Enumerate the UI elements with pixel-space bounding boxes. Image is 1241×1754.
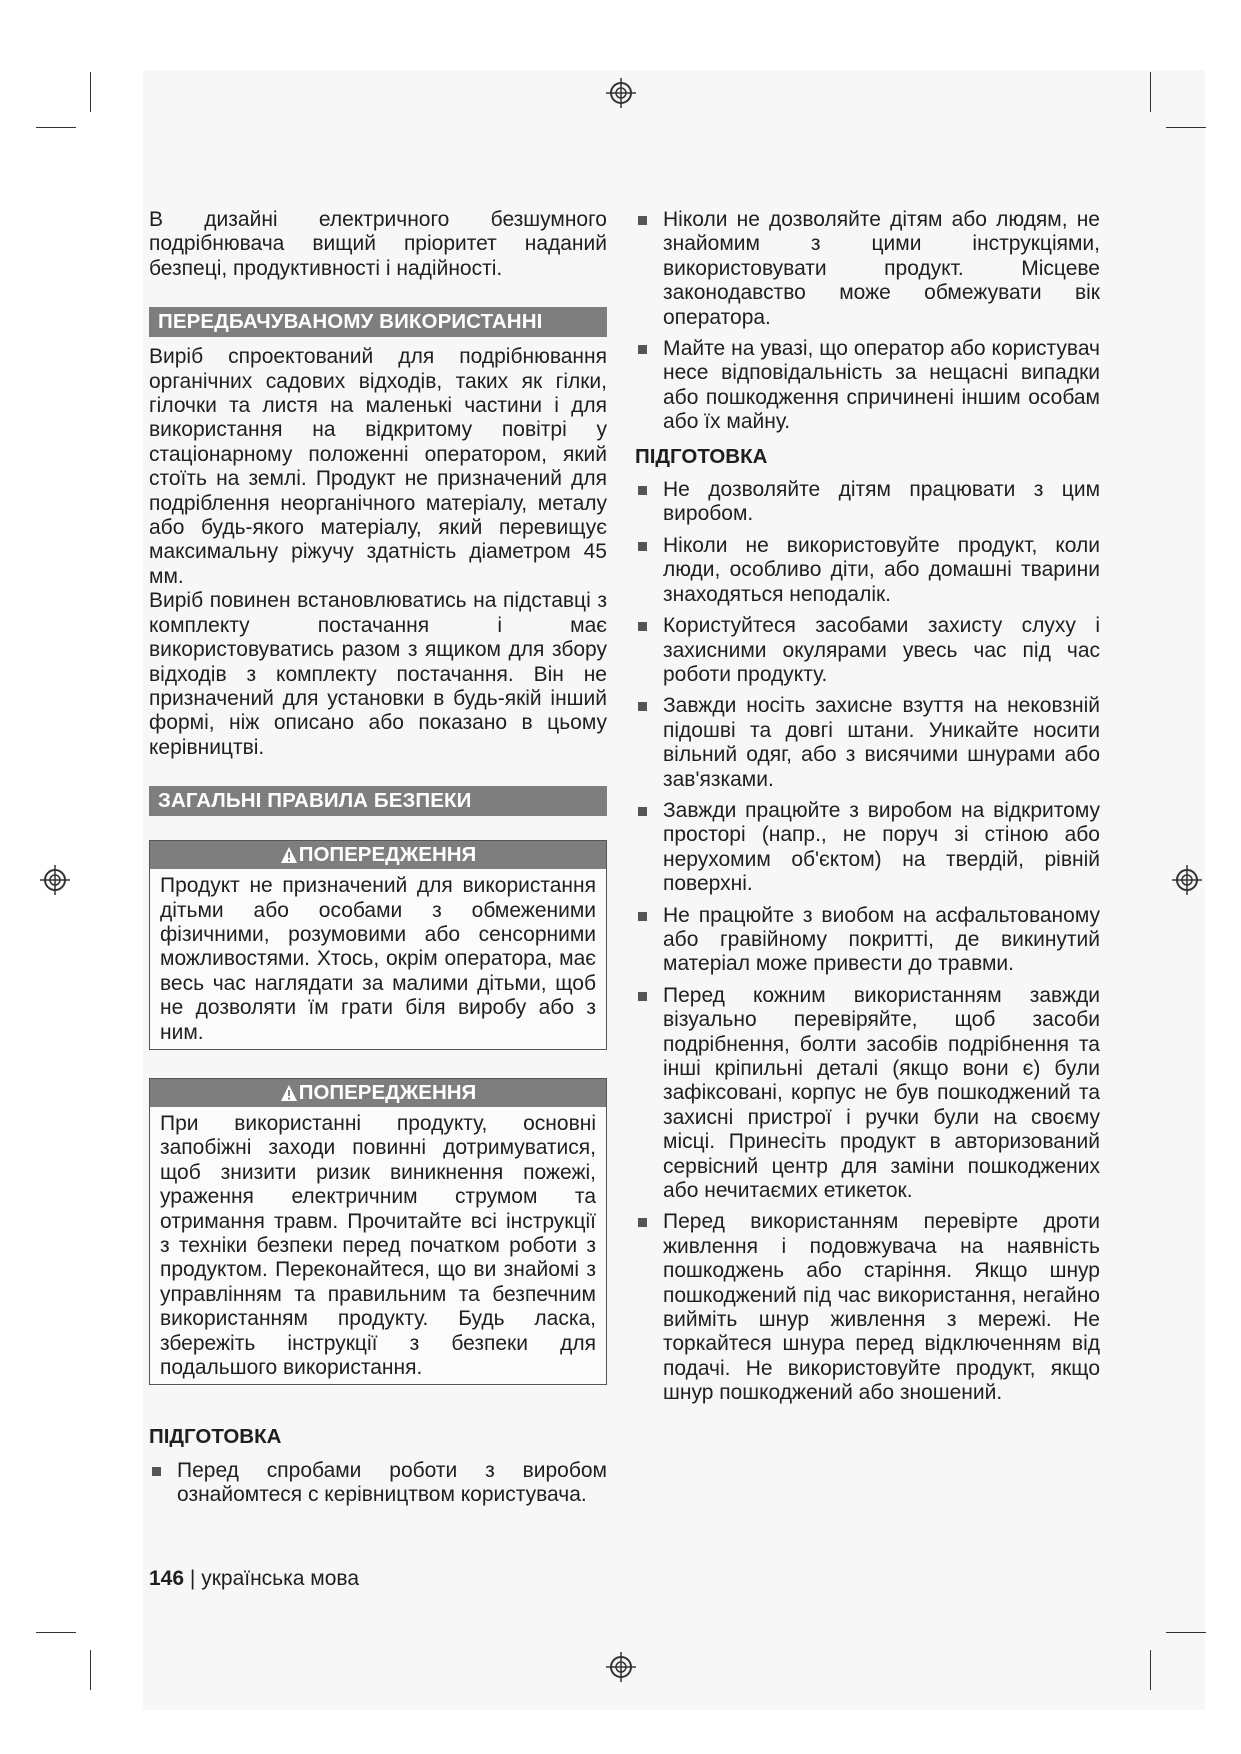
registration-mark-icon <box>1172 865 1202 895</box>
section-heading-general-safety: ЗАГАЛЬНІ ПРАВИЛА БЕЗПЕКИ <box>149 786 607 816</box>
crop-mark-top-right-v <box>1150 72 1151 112</box>
list-item-text: Ніколи не дозволяйте дітям або людям, не знайомим з цими інструкціями, використовувати продукт. Місцеве законодавство може обмежувати вік оператора. <box>663 208 1100 329</box>
warning-box-1 <box>149 840 607 1050</box>
list-item <box>635 534 1100 607</box>
square-bullet-icon <box>638 807 647 816</box>
list-item <box>635 904 1100 977</box>
footer-language: українська мова <box>201 1567 360 1590</box>
right-column <box>635 208 1100 1413</box>
list-item-text: Перед спробами роботи з виробом ознайомтеся с керівництвом користувача. <box>177 1458 607 1507</box>
warning-text: Продукт не призначений для використання дітьми або особами з обмеженими фізичними, розумовими або сенсорними можливостями. Хтось, окрім оператора, має весь час наглядати за малими дітьми, щоб не дозволяти їм грати біля виробу або з ним. <box>160 874 596 1044</box>
list-item-text: Перед використанням перевірте дроти живлення і подовжувача на наявність пошкоджень або старіння. Якщо шнур пошкоджений під час використання, негайно вийміть шнур живлення з мережі. Не торкайтеся шнура перед відключенням від подачі. Не використовуйте продукт, якщо шнур пошкоджений або зношений. <box>663 1210 1100 1405</box>
intended-use-paragraph-1: Виріб спроектований для подрібнювання органічних садових відходів, таких як гілки, гілочки та листя на маленькі частини і для використання на відкритому повітрі у стаціонарному положенні оператором, який стоїть на землі. Продукт не призначений для подріблення неорганічного матеріалу, металу або будь-якого матеріалу, який перевищує максимальну ріжучу здатність діаметром 45 мм. <box>149 345 607 588</box>
list-item-text: Завжди носіть захисне взуття на нековзній підошві та довгі штани. Уникайте носити вільний одяг, або з висячими шнурами або зав'язками. <box>663 694 1100 791</box>
list-item <box>635 694 1100 792</box>
registration-mark-icon <box>40 865 70 895</box>
crop-mark-top-right-h <box>1166 127 1206 128</box>
crop-mark-bottom-left-v <box>90 1650 91 1690</box>
warning-triangle-icon <box>280 1084 298 1102</box>
intro-paragraph: В дизайні електричного безшумного подрібнювача вищий пріоритет наданий безпеці, продуктивності і надійності. <box>149 208 607 280</box>
left-column <box>149 208 607 1515</box>
warning-header <box>150 1079 606 1107</box>
warning-triangle-icon <box>280 846 298 864</box>
square-bullet-icon <box>638 542 647 551</box>
subheading-preparation-right: ПІДГОТОВКА <box>635 444 768 468</box>
crop-mark-top-left-v <box>90 72 91 112</box>
square-bullet-icon <box>638 992 647 1001</box>
list-item-text: Перед кожним використанням завжди візуально перевіряйте, щоб засоби подрібнення, болти засобів подрібнення та інші кріпильні деталі (якщо вони є) були зафіксовані, корпус не був пошкоджений та захисні пристрої і ручки були на своєму місці. Принесіть продукт в авторизований сервісний центр для заміни пошкоджених або нечитаємих етикеток. <box>663 983 1100 1203</box>
intended-use-paragraph-2: Виріб повинен встановлюватись на підставці з комплекту постачання і має використовуватись разом з ящиком для збору відходів з комплекту постачання. Він не призначений для установки в будь-якій інший формі, ніж описано або показано в цьому керівництві. <box>149 589 607 759</box>
list-item <box>635 984 1100 1204</box>
warning-title: ПОПЕРЕДЖЕННЯ <box>298 1080 477 1104</box>
warning-header <box>150 841 606 869</box>
square-bullet-icon <box>638 345 647 354</box>
list-item-text: Ніколи не використовуйте продукт, коли люди, особливо діти, або домашні тварини знаходяться неподалік. <box>663 533 1100 606</box>
page-footer <box>149 1567 359 1591</box>
crop-mark-bottom-right-v <box>1150 1650 1151 1690</box>
list-item <box>635 208 1100 330</box>
list-item <box>635 799 1100 897</box>
square-bullet-icon <box>638 622 647 631</box>
preparation-list-left <box>149 1459 607 1508</box>
list-item <box>635 337 1100 435</box>
list-item-text: Завжди працюйте з виробом на відкритому просторі (напр., не поруч зі стіною або нерухомим об'єктом) на твердій, рівній поверхні. <box>663 798 1100 896</box>
list-item-text: Майте на увазі, що оператор або користувач несе відповідальність за нещасні випадки або пошкодження спричинені іншим особам або їх майну. <box>663 337 1100 434</box>
square-bullet-icon <box>638 1218 647 1227</box>
warning-title: ПОПЕРЕДЖЕННЯ <box>298 843 477 867</box>
general-safety-list <box>635 208 1100 435</box>
square-bullet-icon <box>638 216 647 225</box>
crop-mark-bottom-right-h <box>1166 1632 1206 1633</box>
section-heading-intended-use: ПЕРЕДБАЧУВАНОМУ ВИКОРИСТАННІ <box>149 307 607 337</box>
list-item-text: Не працюйте з виобом на асфальтованому або гравійному покритті, де викинутий матеріал може привести до травми. <box>663 903 1100 976</box>
list-item <box>635 614 1100 687</box>
list-item-text: Користуйтеся засобами захисту слуху і захисними окулярами увесь час під час роботи продукту. <box>663 614 1100 686</box>
list-item <box>149 1459 607 1508</box>
list-item <box>635 1210 1100 1405</box>
registration-mark-icon <box>606 1652 636 1682</box>
subheading-preparation-left: ПІДГОТОВКА <box>149 1425 282 1449</box>
list-item <box>635 478 1100 527</box>
footer-separator: | <box>189 1567 196 1590</box>
square-bullet-icon <box>638 486 647 495</box>
square-bullet-icon <box>152 1467 161 1476</box>
list-item-text: Не дозволяйте дітям працювати з цим виробом. <box>663 478 1100 526</box>
preparation-list-right <box>635 478 1100 1406</box>
warning-box-2 <box>149 1078 607 1385</box>
page-number: 146 <box>149 1567 185 1590</box>
square-bullet-icon <box>638 702 647 711</box>
warning-text: При використанні продукту, основні запобіжні заходи повинні дотримуватися, щоб знизити ризик виникнення пожежі, ураження електричним струмом та отримання травм. Прочитайте всі інструкції з техніки безпеки перед початком роботи з продуктом. Переконайтеся, що ви знайомі з управлінням та правильним та безпечним використанням продукту. Будь ласка, збережіть інструкції з безпеки для подальшого використання. <box>160 1111 596 1380</box>
square-bullet-icon <box>638 912 647 921</box>
crop-mark-bottom-left-h <box>36 1632 76 1633</box>
crop-mark-top-left-h <box>36 127 76 128</box>
registration-mark-icon <box>606 78 636 108</box>
